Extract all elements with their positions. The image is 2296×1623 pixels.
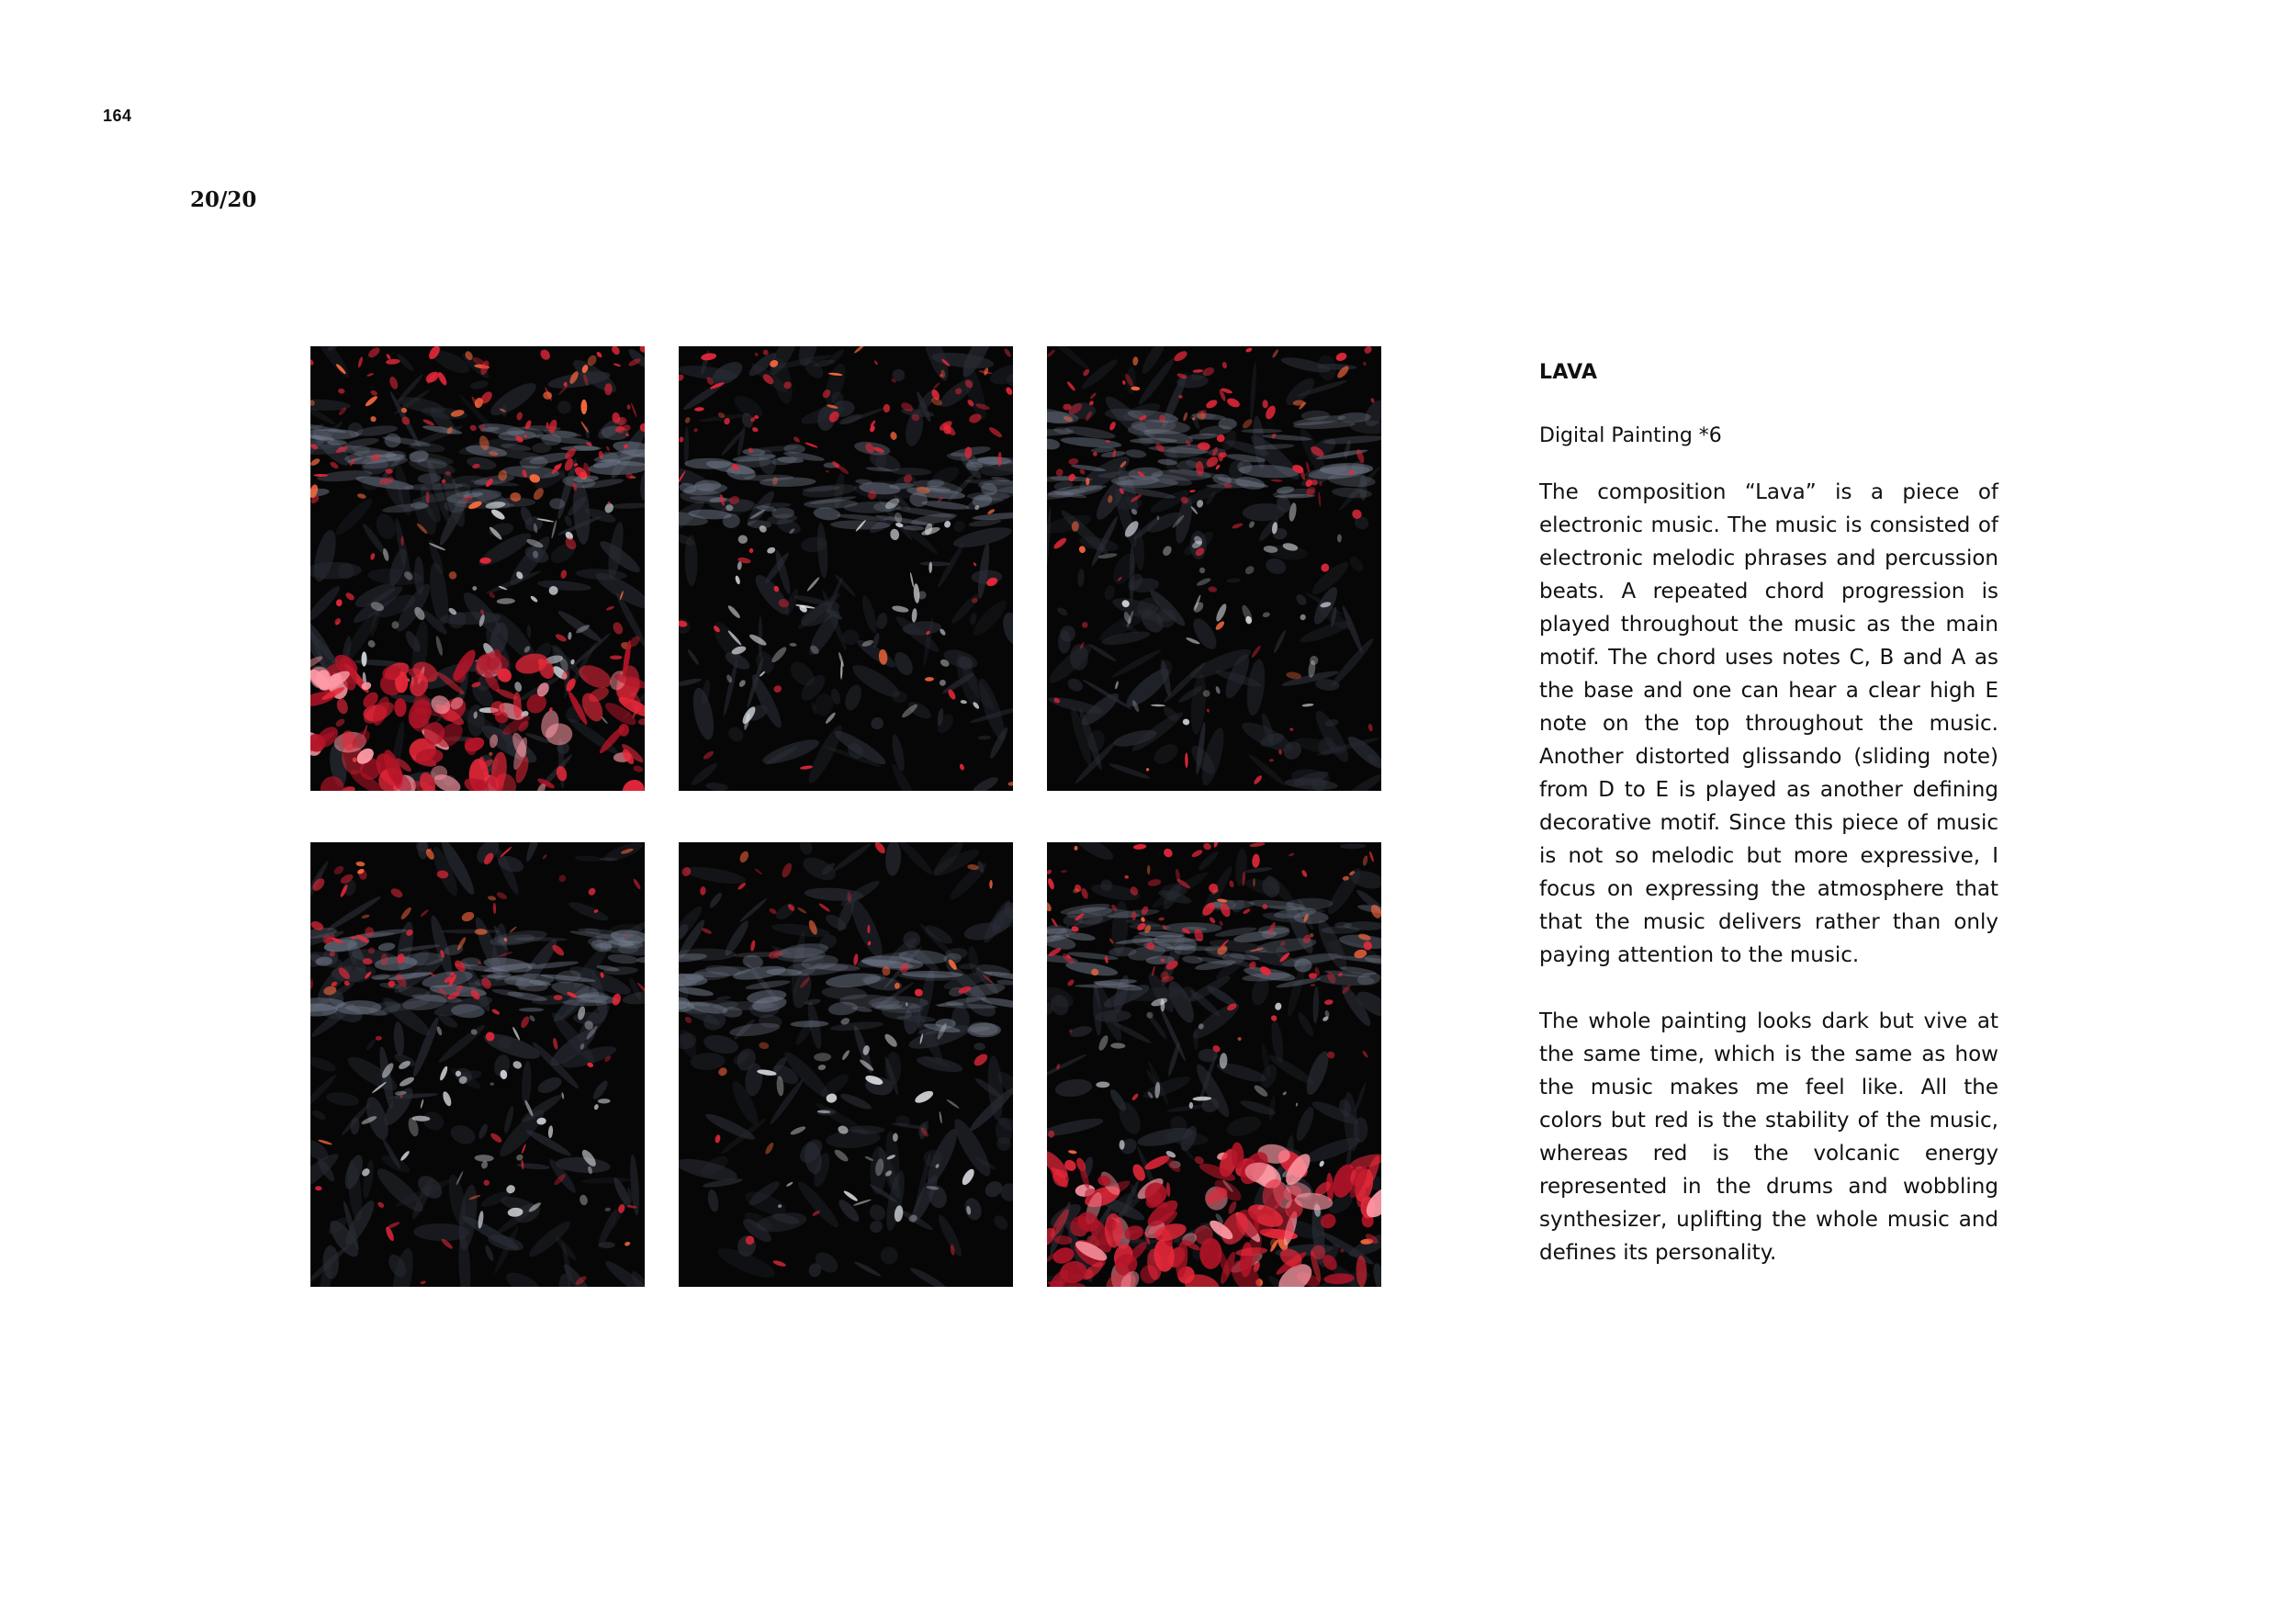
ash-stroke	[685, 458, 732, 469]
highlight-stroke	[362, 651, 367, 666]
lava-speckle	[426, 491, 430, 503]
texture-stroke	[599, 1242, 615, 1248]
painting-canvas	[310, 842, 645, 1287]
painting-canvas	[1047, 842, 1381, 1287]
painting-canvas	[310, 346, 645, 791]
painting-canvas	[679, 842, 1013, 1287]
painting-4	[310, 842, 645, 1287]
ash-stroke	[560, 445, 601, 451]
painting-1	[310, 346, 645, 791]
lava-speckle	[554, 995, 563, 1000]
painting-3	[1047, 346, 1381, 791]
painting-canvas	[1047, 346, 1381, 791]
lava-speckle	[581, 400, 588, 414]
paintings-grid	[310, 346, 1381, 1287]
ash-stroke	[519, 1008, 545, 1011]
ash-stroke	[385, 451, 406, 462]
painting-canvas	[679, 346, 1013, 791]
painting-5	[679, 842, 1013, 1287]
artwork-title: LAVA	[1539, 361, 1598, 384]
artwork-description	[1539, 361, 1998, 1302]
lava-speckle	[610, 656, 623, 660]
ash-stroke	[966, 462, 983, 471]
ash-stroke	[1241, 429, 1282, 434]
page-number: 164	[103, 107, 132, 125]
ash-stroke	[441, 930, 500, 934]
lava-speckle	[445, 471, 451, 476]
series-count: 20/20	[190, 187, 257, 212]
painting-2	[679, 346, 1013, 791]
description-paragraph-2: The whole painting looks dark but vive at the same time, which is the same as how the music makes me feel like. All the colors but red is the stability of the music, whereas red is the volcanic energy represented in the drums and wobbling synthesizer, uplifting the whole music and defines its personality.	[1539, 1009, 1998, 1265]
painting-6	[1047, 842, 1381, 1287]
artwork-medium: Digital Painting *6	[1539, 424, 1722, 447]
description-paragraph-1: The composition “Lava” is a piece of electronic music. The music is consisted of electronic melodic phrases and percussion beats. A repeated chord progression is played throughout the music as the main motif. The chord uses notes C, B and A as the base and one can hear a clear high E note on the top throughout the music. Another distorted glissando (sliding note) from D to E is played as another defining decorative motif. Since this piece of music is not so melodic but more expressive, I focus on expressing the atmosphere that that the music delivers rather than only paying attention to the music.	[1539, 480, 1998, 967]
ash-stroke	[1075, 984, 1137, 987]
ash-stroke	[452, 476, 490, 488]
